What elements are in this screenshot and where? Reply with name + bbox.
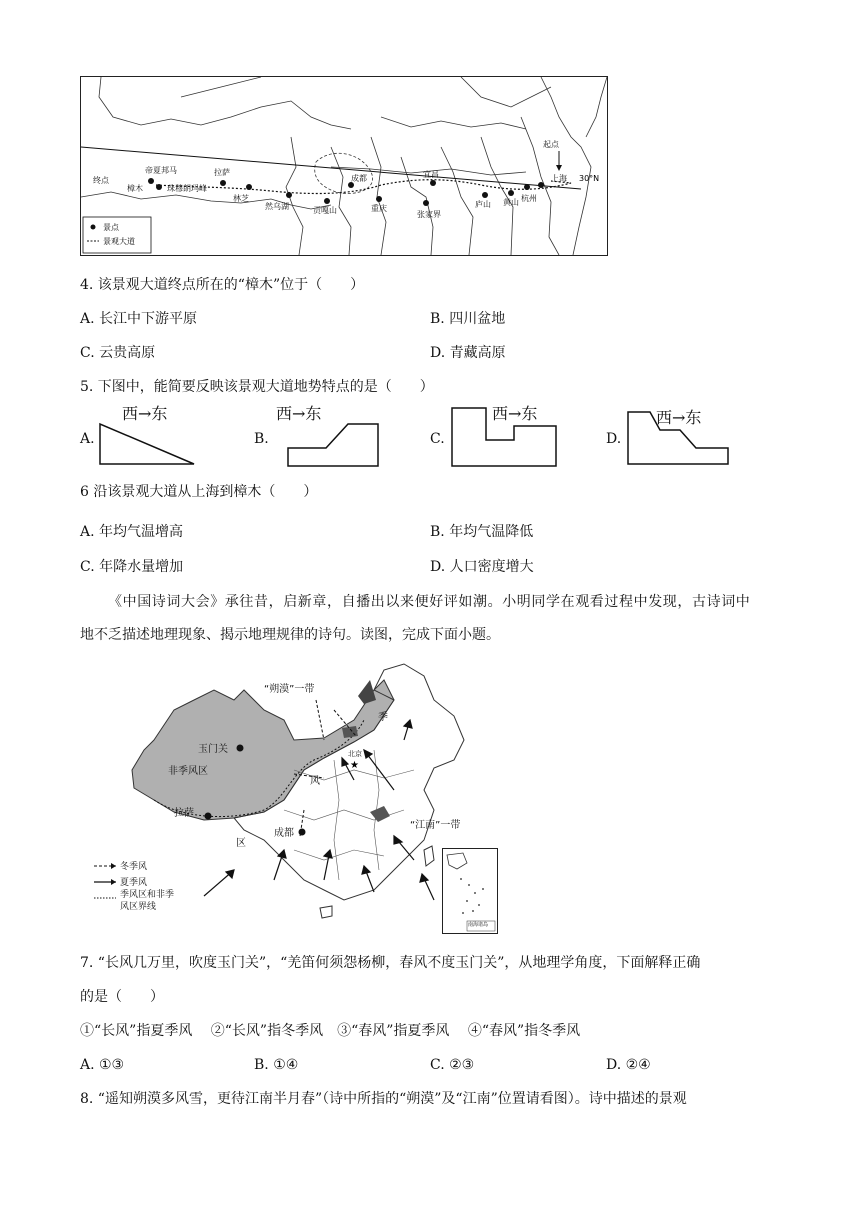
q4-option-c[interactable]: C. 云贵高原 [80,345,156,361]
label-beijing: 北京 [348,750,362,758]
q4-option-d[interactable]: D. 青藏高原 [430,345,506,361]
q8-stem: 8. “遥知朔漠多风雪，更待江南半月春”（诗中所指的“朔漠”及“江南”位置请看图）。诗中描述的景观 [80,1091,687,1107]
q6-option-d[interactable]: D. 人口密度增大 [430,559,534,575]
q7-stem-line-1: 7. “长风几万里，吹度玉门关”，“羌笛何须怨杨柳，春风不度玉门关”，从地理学角度，下面解释正确 [80,955,701,971]
latitude-label: 30°N [579,174,600,183]
place-zhangmu: 樟木 [127,184,143,193]
place-chongqing: 重庆 [371,204,387,213]
q4-stem: 4. 该景观大道终点所在的“樟木”位于（ ） [80,277,365,293]
place-xixiabangma: 帝夏邦马 [145,166,177,175]
q4-option-a[interactable]: A. 长江中下游平原 [80,311,198,327]
label-lasa: 拉萨 [174,808,194,819]
legend-summer: 夏季风 [120,878,148,888]
place-hangzhou: 杭州 [521,194,537,203]
place-qomolangma: 珠穆朗玛峰 [167,184,207,193]
q4-option-b[interactable]: B. 四川盆地 [430,311,506,327]
legend-winter: 冬季风 [120,862,148,872]
label-ji: 季 [378,712,388,723]
q5-option-d[interactable]: D. [606,431,622,447]
q5-profile-b [286,422,382,468]
place-huangshan: 黄山 [503,198,519,207]
q5-option-c[interactable]: C. [430,431,445,447]
q5-stem: 5. 下图中，能简要反映该景观大道地势特点的是（ ） [80,379,434,395]
q6-option-c[interactable]: C. 年降水量增加 [80,559,184,575]
q5-c-direction: 西→东 [492,404,538,423]
intro-line-2: 地不乏描述地理现象、揭示地理规律的诗句。读图，完成下面小题。 [80,627,500,643]
place-lushan: 庐山 [475,200,491,209]
label-chengdu: 成都 [274,828,294,839]
q7-stem-line-2: 的是（ ） [80,989,164,1005]
q5-d-direction: 西→东 [656,408,702,427]
inset-label: 南海诸岛 [468,922,489,928]
legend-boundary: 季风区和非季风区界线 [120,890,175,912]
place-chengdu: 成都 [351,174,367,183]
place-yichang: 宜昌 [423,170,439,179]
label-feng: 风 [310,776,320,787]
end-label: 终点 [93,176,109,185]
start-label: 起点 [543,140,559,149]
q6-option-a[interactable]: A. 年均气温增高 [80,524,184,540]
label-yumenguan: 玉门关 [198,744,228,755]
place-zhangjiajie: 张家界 [417,210,441,219]
q5-a-direction: 西→东 [122,404,168,423]
inset-south-china-sea [442,848,498,934]
q5-option-a[interactable]: A. [80,431,95,447]
intro-line-1: 《中国诗词大会》承往昔，启新章，自播出以来便好评如潮。小明同学在观看过程中发现，古诗词中 [108,594,751,610]
place-gongga: 贡嘎山 [313,206,337,215]
label-jiangnan: “江南”一带 [410,820,461,831]
q5-profile-d [626,410,732,466]
place-shanghai: 上海 [551,174,567,183]
label-qu: 区 [236,838,246,849]
legend-spot: 景点 [103,223,119,232]
label-nonmonsoon: 非季风区 [168,766,208,777]
q7-option-d[interactable]: D. ②④ [606,1057,651,1073]
label-shuomo: “朔漠”一带 [264,684,315,695]
q5-option-b[interactable]: B. [254,431,269,447]
route-map [80,76,608,256]
q7-option-b[interactable]: B. ①④ [254,1057,299,1073]
q6-stem: 6 沿该景观大道从上海到樟木（ ） [80,484,318,500]
q5-profile-a [98,422,198,466]
q5-b-direction: 西→东 [276,404,322,423]
place-ranwu-lake: 然乌湖 [265,202,289,211]
q6-option-b[interactable]: B. 年均气温降低 [430,524,534,540]
q7-option-c[interactable]: C. ②③ [430,1057,475,1073]
legend-road: 景观大道 [103,237,135,246]
place-linzhi: 林芝 [233,194,249,203]
svg-text:★: ★ [350,760,359,771]
place-lasa: 拉萨 [214,168,230,177]
q5-profile-c [450,406,562,468]
q7-statements: ①“长风”指夏季风 ②“长风”指冬季风 ③“春风”指夏季风 ④“春风”指冬季风 [80,1023,581,1039]
q7-option-a[interactable]: A. ①③ [80,1057,125,1073]
